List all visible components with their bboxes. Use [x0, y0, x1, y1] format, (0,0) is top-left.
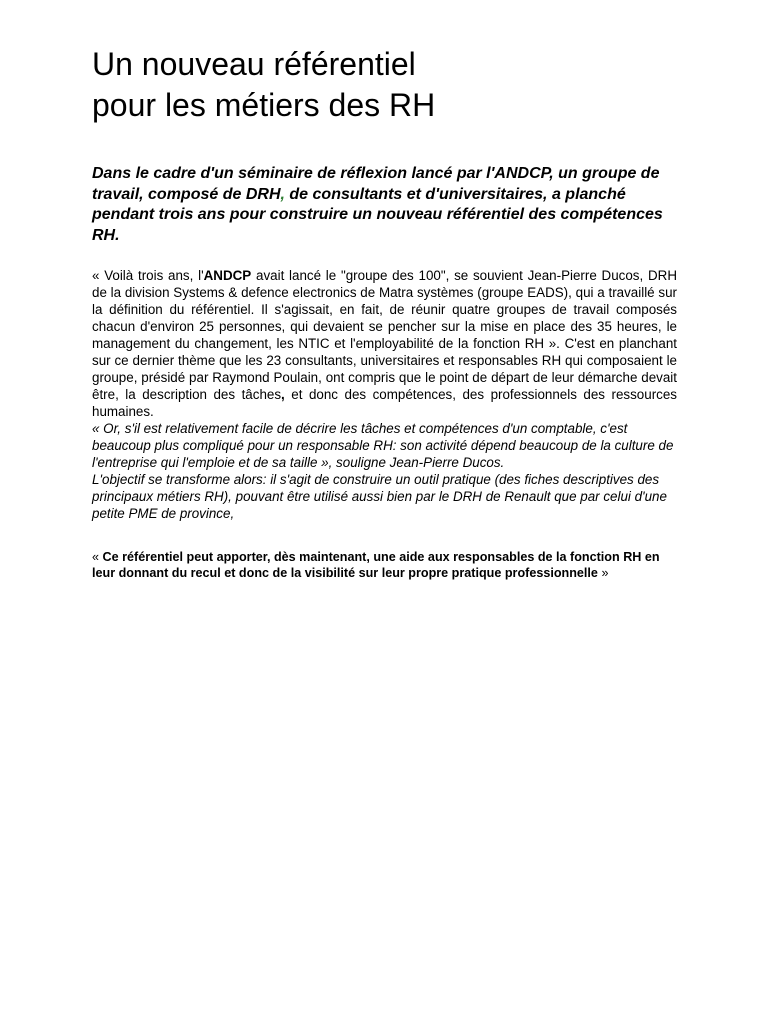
quote-close: »	[597, 566, 609, 580]
body-p1-part-3: et donc des compétences, des professionnels des ressources humaines.	[92, 387, 677, 419]
document-page	[92, 44, 677, 581]
lead-paragraph	[92, 164, 677, 246]
lead-text-end: de consultants et d'universitaires, a planché pendant trois ans pour construire un nouveau référentiel des compétences RH.	[92, 185, 663, 244]
page-title	[92, 44, 677, 126]
body-paragraph-1	[92, 267, 677, 420]
body-p1-part-2: avait lancé le "groupe des 100", se souvient Jean-Pierre Ducos, DRH de la division Systems & defence electronics de Matra systèmes (groupe EADS), qui a travaillé sur la définition du référentiel. Il s'agissait, en fait, de réunir quatre groupes de travail composés chacun d'environ 25 personnes, qui devaient se pencher sur la mise en place des 35 heures, le management du changement, les NTIC et l'employabilité de la fonction RH ». C'est en planchant sur ce dernier thème que les 23 consultants, universitaires et responsables RH qui composaient le groupe, présidé par Raymond Poulain, ont compris que le point de départ de leur démarche devait être, la description des tâches	[92, 268, 677, 402]
body-p1-part-1: « Voilà trois ans, l'	[92, 268, 204, 283]
body-paragraph-2: « Or, s'il est relativement facile de décrire les tâches et compétences d'un comptable, c'est beaucoup plus compliqué pour un responsable RH: son activité dépend beaucoup de la culture de l'entreprise qui l'emploie et de sa taille », souligne Jean-Pierre Ducos.	[92, 421, 674, 470]
title-line-1: Un nouveau référentiel	[92, 46, 416, 82]
lead-text-start: Dans le cadre d'un séminaire de réflexion lancé par l'ANDCP, un groupe de travail, composé de DRH	[92, 165, 660, 203]
body-paragraph-3: L'objectif se transforme alors: il s'agit de construire un outil pratique (des fiches descriptives des principaux métiers RH), pouvant être utilisé aussi bien par le DRH de Renault que par celui d'une petite PME de province,	[92, 472, 667, 521]
closing-quote	[92, 549, 677, 581]
lead-green-comma: ,	[280, 185, 285, 203]
title-line-2: pour les métiers des RH	[92, 87, 436, 123]
quote-text: Ce référentiel peut apporter, dès maintenant, une aide aux responsables de la fonction RH en leur donnant du recul et donc de la visibilité sur leur propre pratique professionnelle	[92, 550, 660, 580]
body-p1-andcp: ANDCP	[203, 268, 252, 283]
body-p1-bold-comma: ,	[281, 387, 285, 402]
quote-open: «	[92, 550, 103, 564]
